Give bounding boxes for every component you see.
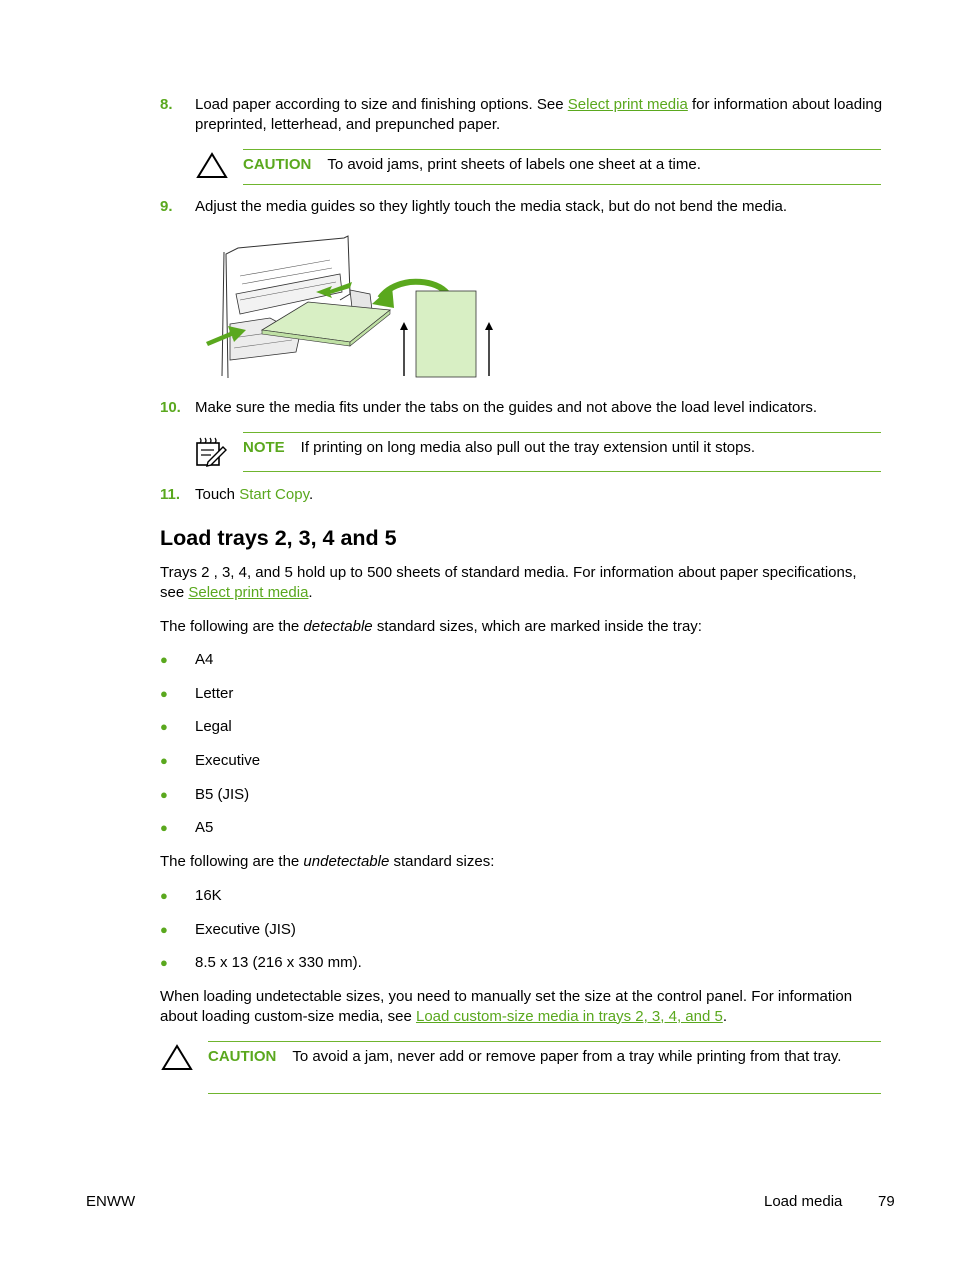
load-custom-size-media-link[interactable]: Load custom-size media in trays 2, 3, 4, and 5: [415, 1007, 723, 1025]
step-8-text: Load paper according to size and finishing options. See Select print media for information about loading preprinted, letterhead, and prepunched paper.: [195, 96, 883, 133]
list-item: Executive: [195, 752, 261, 769]
note-body: [243, 438, 883, 458]
bullet-icon: ●: [160, 719, 168, 734]
footer-page-number: 79: [878, 1193, 895, 1210]
note-pad-icon: [194, 435, 228, 469]
caution-triangle-icon: [161, 1044, 193, 1071]
loading-paragraph: When loading undetectable sizes, you need to manually set the size at the control panel. For information about loading custom-size media, see Load custom-size media in trays 2, 3, 4, and 5.: [160, 988, 853, 1025]
caution-2-top-rule: [208, 1041, 881, 1042]
note-bottom-rule: [243, 471, 881, 472]
step-9-text: Adjust the media guides so they lightly touch the media stack, but do not bend the media.: [195, 198, 788, 215]
caution-2-body: [208, 1047, 863, 1067]
caution-label: CAUTION: [243, 156, 312, 173]
list-item: 8.5 x 13 (216 x 330 mm).: [195, 954, 362, 971]
list-item: 16K: [195, 887, 222, 904]
caution-text: To avoid jams, print sheets of labels one sheet at a time.: [327, 156, 701, 173]
caution-triangle-icon: [196, 152, 228, 179]
step-9-number: 9.: [160, 198, 173, 215]
bullet-icon: ●: [160, 888, 168, 903]
step-11-text: Touch Start Copy.: [195, 486, 314, 503]
caution-1-body: [243, 155, 883, 175]
list-item: Executive (JIS): [195, 921, 296, 938]
list-item: Legal: [195, 718, 232, 735]
bullet-icon: ●: [160, 652, 168, 667]
undetectable-intro: The following are the undetectable standard sizes:: [160, 853, 495, 870]
start-copy-label: Start Copy: [239, 486, 309, 503]
select-print-media-link[interactable]: Select print media: [567, 96, 688, 113]
bullet-icon: ●: [160, 787, 168, 802]
note-top-rule: [243, 432, 881, 433]
select-print-media-link-2[interactable]: Select print media: [188, 583, 309, 601]
bullet-icon: ●: [160, 955, 168, 970]
footer-left: ENWW: [86, 1193, 136, 1210]
caution-2-bottom-rule: [208, 1093, 881, 1094]
caution-2-label: CAUTION: [208, 1048, 277, 1065]
bullet-icon: ●: [160, 753, 168, 768]
step-8-number: 8.: [160, 96, 173, 113]
note-text: If printing on long media also pull out the tray extension until it stops.: [300, 439, 756, 456]
tray-1-media-guides-illustration: [200, 234, 500, 380]
list-item: B5 (JIS): [195, 786, 250, 803]
list-item: Letter: [195, 685, 234, 702]
caution-2-text: To avoid a jam, never add or remove paper from a tray while printing from that tray.: [292, 1048, 842, 1065]
note-label: NOTE: [243, 439, 285, 456]
caution-bottom-rule: [243, 184, 881, 185]
list-item: A4: [195, 651, 214, 668]
step-10-text: Make sure the media fits under the tabs on the guides and not above the load level indicators.: [195, 399, 818, 416]
caution-top-rule: [243, 149, 881, 150]
list-item: A5: [195, 819, 214, 836]
step-11-number: 11.: [160, 486, 181, 503]
bullet-icon: ●: [160, 922, 168, 937]
footer-section-name: Load media: [764, 1193, 843, 1210]
bullet-icon: ●: [160, 686, 168, 701]
section-heading: Load trays 2, 3, 4 and 5: [160, 526, 397, 550]
detectable-intro: The following are the detectable standard sizes, which are marked inside the tray:: [160, 618, 702, 635]
section-intro: Trays 2 , 3, 4, and 5 hold up to 500 sheets of standard media. For information about paper specifications, see Select print media.: [160, 564, 857, 601]
step-10-number: 10.: [160, 399, 181, 416]
bullet-icon: ●: [160, 820, 168, 835]
